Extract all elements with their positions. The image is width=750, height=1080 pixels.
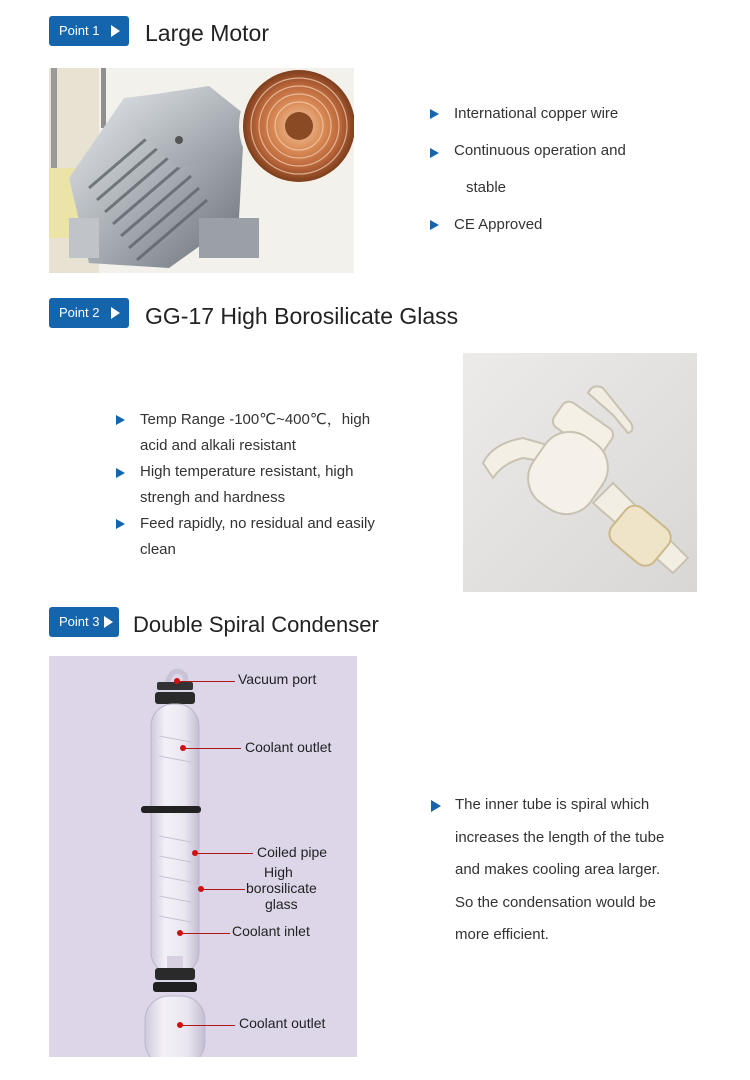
label-borosilicate-line-2: borosilicate	[246, 880, 317, 896]
description-line: So the condensation would be	[455, 893, 656, 911]
point-1-bullets	[430, 104, 730, 252]
point-3-badge-label: Point 3	[59, 614, 100, 629]
bullet-text-continued	[116, 485, 406, 511]
point-3-description	[431, 789, 731, 952]
callout-dot	[192, 850, 198, 856]
glass-valve-photo	[463, 353, 697, 592]
callout-line	[180, 1025, 235, 1026]
bullet-item	[116, 511, 406, 537]
bullet-text: acid and alkali resistant	[140, 437, 296, 454]
bullet-text: Temp Range -100℃~400℃，high	[140, 411, 371, 428]
label-coiled-pipe: Coiled pipe	[257, 844, 328, 860]
point-2-bullets	[116, 407, 406, 563]
bullet-text-continued	[116, 433, 406, 459]
callout-line	[180, 933, 230, 934]
glass-valve-illustration	[463, 353, 697, 592]
callout-dot	[177, 1022, 183, 1028]
callout-dot	[180, 745, 186, 751]
play-icon	[111, 25, 120, 37]
callout-dot	[174, 678, 180, 684]
label-coolant-inlet: Coolant inlet	[232, 923, 310, 939]
motor-illustration	[49, 68, 354, 273]
description-line: The inner tube is spiral which	[455, 796, 650, 813]
label-borosilicate-line-3: glass	[265, 896, 298, 912]
description-line: and makes cooling area larger.	[455, 861, 661, 878]
play-icon	[111, 307, 120, 319]
bullet-arrow-icon	[430, 220, 439, 230]
label-borosilicate-line-1: High	[264, 864, 293, 880]
bullet-item	[430, 141, 730, 178]
motor-photo	[49, 68, 354, 273]
point-1-title: Large Motor	[145, 20, 270, 46]
point-3-badge	[49, 607, 119, 637]
bullet-arrow-icon	[430, 148, 439, 158]
description-continued	[431, 854, 731, 887]
bullet-arrow-icon	[116, 415, 125, 425]
bullet-text: clean	[140, 541, 176, 558]
bullet-text-continued	[116, 537, 406, 563]
point-2-title: GG-17 High Borosilicate Glass	[145, 303, 459, 329]
bullet-arrow-icon	[430, 109, 439, 119]
bullet-text: Continuous operation and	[454, 142, 626, 159]
description-line: increases the length of the tube	[455, 828, 665, 846]
bullet-item	[430, 104, 730, 141]
callout-line	[201, 889, 245, 890]
callout-dot	[198, 886, 204, 892]
bullet-item	[116, 459, 406, 485]
description-continued	[431, 822, 731, 855]
bullet-text: CE Approved	[454, 216, 543, 233]
bullet-text: High temperature resistant, high	[140, 463, 354, 480]
label-coolant-outlet-top: Coolant outlet	[245, 739, 332, 755]
label-coolant-outlet-bottom: Coolant outlet	[239, 1015, 326, 1031]
bullet-item	[116, 407, 406, 433]
condenser-photo	[49, 656, 357, 1057]
description-continued	[431, 919, 731, 952]
point-2-badge	[49, 298, 129, 328]
point-1-badge	[49, 16, 129, 46]
bullet-text: International copper wire	[454, 105, 619, 122]
bullet-text: strengh and hardness	[140, 489, 286, 506]
bullet-text-continued	[430, 178, 730, 215]
point-1-badge-label: Point 1	[59, 23, 100, 38]
callout-line	[177, 681, 235, 682]
bullet-arrow-icon	[116, 519, 125, 529]
bullet-arrow-icon	[431, 800, 441, 812]
description-line: more efficient.	[455, 926, 549, 943]
bullet-item	[430, 215, 730, 252]
bullet-text: Feed rapidly, no residual and easily	[140, 515, 375, 532]
callout-dot	[177, 930, 183, 936]
bullet-arrow-icon	[116, 468, 125, 478]
point-3-title: Double Spiral Condenser	[133, 612, 379, 637]
bullet-item	[431, 789, 731, 822]
label-vacuum-port: Vacuum port	[238, 671, 317, 687]
callout-line	[195, 853, 253, 854]
bullet-text: stable	[466, 179, 507, 196]
description-continued	[431, 887, 731, 920]
point-2-badge-label: Point 2	[59, 305, 100, 320]
play-icon	[104, 616, 113, 628]
callout-line	[183, 748, 241, 749]
